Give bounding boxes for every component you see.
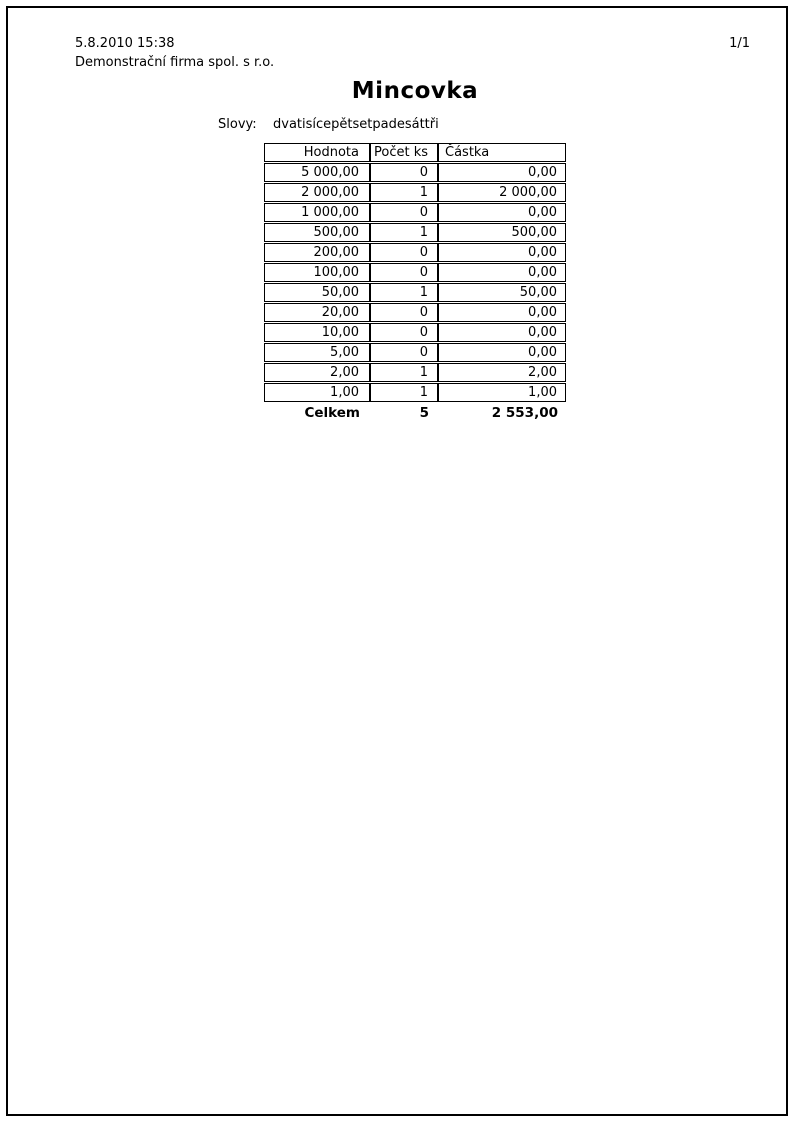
cell-pocet: 1	[370, 363, 438, 382]
cell-hodnota: 5,00	[264, 343, 370, 362]
cell-hodnota: 20,00	[264, 303, 370, 322]
cell-hodnota: 5 000,00	[264, 163, 370, 182]
cell-castka: 0,00	[438, 203, 566, 222]
total-amount: 2 553,00	[491, 405, 558, 421]
table-row	[264, 363, 566, 382]
table-row	[264, 243, 566, 262]
cell-castka: 0,00	[438, 263, 566, 282]
cell-hodnota: 100,00	[264, 263, 370, 282]
cell-hodnota: 200,00	[264, 243, 370, 262]
cell-pocet: 1	[370, 183, 438, 202]
total-label: Celkem	[304, 405, 360, 421]
table-row	[264, 323, 566, 342]
cell-pocet: 0	[370, 303, 438, 322]
table-row	[264, 343, 566, 362]
table-row	[264, 223, 566, 242]
amount-in-words-value: dvatisícepětsetpadesáttři	[273, 117, 439, 132]
cell-pocet: 0	[370, 243, 438, 262]
table-row	[264, 203, 566, 222]
table-total-row	[264, 403, 566, 423]
cell-pocet: 1	[370, 383, 438, 402]
table-row	[264, 183, 566, 202]
page-number: 1/1	[729, 36, 750, 51]
coin-table	[264, 142, 566, 424]
cell-pocet: 1	[370, 283, 438, 302]
table-row	[264, 303, 566, 322]
cell-pocet: 0	[370, 163, 438, 182]
cell-castka: 2,00	[438, 363, 566, 382]
cell-hodnota: 10,00	[264, 323, 370, 342]
table-row	[264, 263, 566, 282]
cell-castka: 0,00	[438, 323, 566, 342]
table-row	[264, 383, 566, 402]
cell-castka: 0,00	[438, 303, 566, 322]
table-row	[264, 283, 566, 302]
column-header-hodnota: Hodnota	[264, 143, 370, 162]
column-header-castka: Částka	[438, 143, 566, 162]
cell-castka: 50,00	[438, 283, 566, 302]
coin-table-container	[264, 142, 566, 424]
cell-castka: 0,00	[438, 343, 566, 362]
cell-castka: 500,00	[438, 223, 566, 242]
cell-hodnota: 2 000,00	[264, 183, 370, 202]
cell-pocet: 0	[370, 323, 438, 342]
report-datetime: 5.8.2010 15:38	[75, 36, 175, 51]
cell-pocet: 0	[370, 343, 438, 362]
cell-hodnota: 1 000,00	[264, 203, 370, 222]
cell-pocet: 0	[370, 203, 438, 222]
company-name: Demonstrační firma spol. s r.o.	[75, 55, 275, 70]
cell-hodnota: 2,00	[264, 363, 370, 382]
cell-castka: 0,00	[438, 243, 566, 262]
cell-castka: 1,00	[438, 383, 566, 402]
cell-hodnota: 50,00	[264, 283, 370, 302]
cell-hodnota: 500,00	[264, 223, 370, 242]
cell-pocet: 0	[370, 263, 438, 282]
table-row	[264, 163, 566, 182]
amount-in-words-label: Slovy:	[218, 117, 257, 132]
table-header-row	[264, 143, 566, 162]
report-title: Mincovka	[351, 78, 479, 104]
cell-hodnota: 1,00	[264, 383, 370, 402]
cell-castka: 2 000,00	[438, 183, 566, 202]
column-header-pocet-ks: Počet ks	[370, 143, 438, 162]
total-count: 5	[419, 405, 429, 421]
cell-castka: 0,00	[438, 163, 566, 182]
cell-pocet: 1	[370, 223, 438, 242]
